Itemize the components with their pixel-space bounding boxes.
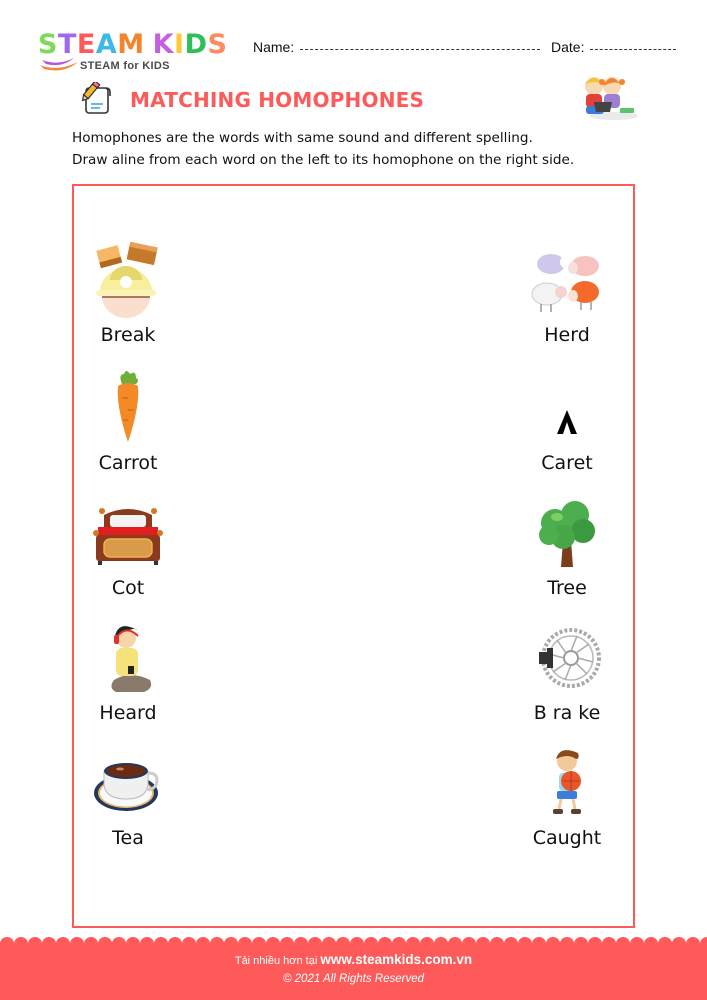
footer-copyright: © 2021 All Rights Reserved	[282, 973, 424, 985]
left-item-break[interactable]	[73, 240, 183, 346]
instruction-line: Homophones are the words with same sound and different spelling.	[72, 130, 533, 146]
right-item-caught[interactable]	[512, 743, 622, 849]
instructions	[72, 127, 574, 171]
carrot-icon	[88, 368, 168, 448]
name-field[interactable]	[253, 39, 540, 55]
boy-headphones-icon	[88, 618, 168, 698]
name-label: Name:	[253, 39, 295, 55]
logo-letter: A	[95, 29, 118, 60]
pencil-paper-icon	[80, 82, 114, 116]
steam-kids-logo	[38, 30, 238, 74]
word-label: Break	[100, 324, 156, 346]
logo-letter: S	[207, 29, 228, 60]
right-item-brake[interactable]	[512, 618, 622, 724]
left-item-cot[interactable]	[73, 493, 183, 599]
worksheet-title: MATCHING HOMOPHONES	[130, 88, 425, 112]
name-blank-line[interactable]	[300, 49, 540, 50]
logo-letter: S	[38, 29, 58, 60]
teacup-icon	[88, 743, 168, 823]
left-item-tea[interactable]	[73, 743, 183, 849]
instruction-line: Draw aline from each word on the left to its homophone on the right side.	[72, 152, 575, 168]
kids-laptop-illustration-icon	[574, 72, 640, 122]
word-label: Caret	[541, 452, 593, 474]
logo-letter: E	[76, 29, 96, 60]
left-item-carrot[interactable]	[73, 368, 183, 474]
logo-tagline: STEAM for KIDS	[80, 60, 170, 72]
right-item-tree[interactable]	[512, 493, 622, 599]
bed-icon	[88, 493, 168, 573]
right-item-herd[interactable]	[512, 240, 622, 346]
caret-icon	[527, 368, 607, 448]
word-label: Tea	[112, 827, 144, 849]
sheep-flock-icon	[527, 240, 607, 320]
logo-letter: D	[184, 29, 208, 60]
brake-disc-icon	[527, 618, 607, 698]
logo-letter: I	[174, 29, 185, 60]
logo-letter: T	[57, 29, 77, 60]
hardhat-bricks-icon	[88, 240, 168, 320]
word-label: Caught	[532, 827, 602, 849]
word-label: Tree	[547, 577, 587, 599]
word-label: B ra ke	[533, 702, 601, 724]
date-label: Date:	[551, 39, 585, 55]
logo-swoosh-icon	[40, 56, 80, 72]
footer-download-line	[0, 952, 707, 967]
logo-letter: K	[152, 29, 175, 60]
word-label: Cot	[111, 577, 145, 599]
footer-prefix: Tải nhiều hơn tại	[234, 955, 318, 967]
left-item-heard[interactable]	[73, 618, 183, 724]
word-label: Herd	[544, 324, 590, 346]
boy-ball-icon	[527, 743, 607, 823]
date-field[interactable]	[551, 39, 676, 55]
footer-website-link[interactable]: www.steamkids.com.vn	[320, 952, 473, 967]
word-label: Heard	[99, 702, 157, 724]
logo-letter: M	[117, 29, 145, 60]
date-blank-line[interactable]	[590, 49, 676, 50]
word-label: Carrot	[98, 452, 158, 474]
right-item-caret[interactable]	[512, 368, 622, 474]
tree-icon	[527, 493, 607, 573]
